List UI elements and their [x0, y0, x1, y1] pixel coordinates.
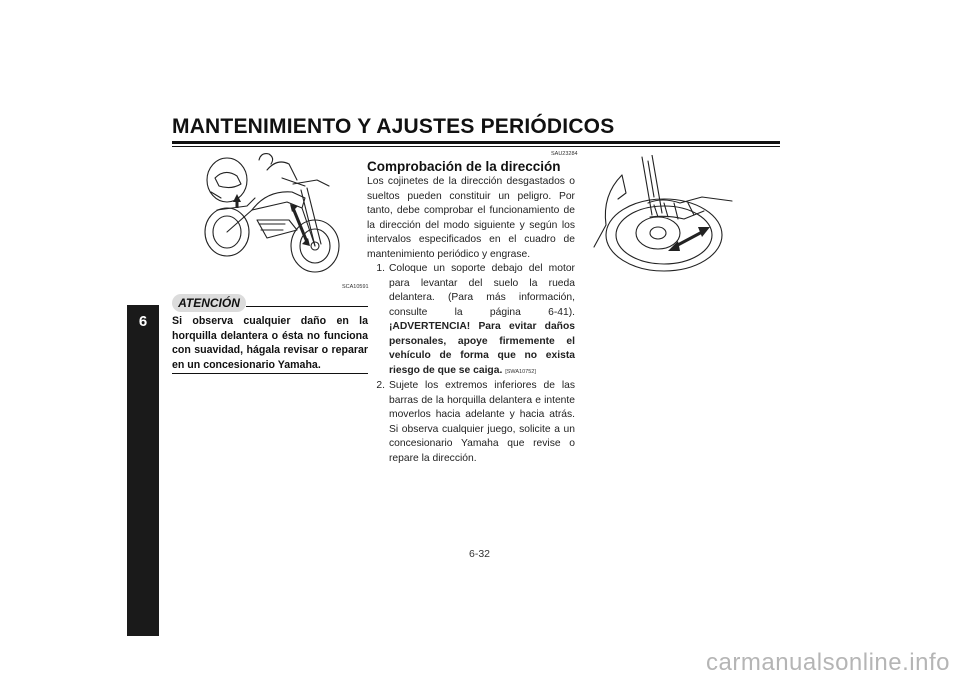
front-fork-wheel-illustration-icon — [592, 155, 742, 275]
watermark: carmanualsonline.info — [706, 649, 950, 676]
figure-motorcycle — [197, 150, 369, 280]
header-rule-thick — [172, 141, 780, 144]
section-intro: Los cojinetes de la dirección desgastados o sueltos pueden constituir un peligro. Por tanto, debe comprobar el funcionamiento de la dirección del modo siguiente y según los intervalos especificados en el cuadro de mantenimiento periódico y engrase. — [367, 176, 575, 260]
step-text: Coloque un soporte debajo del motor para levantar del suelo la rueda delantera. (Para más información, consulte la página 6-41). — [389, 263, 575, 318]
warning-text: ¡ADVERTENCIA! Para evitar daños personales, apoye firmemente el vehículo de forma que no exista riesgo de que se caiga. — [389, 321, 575, 376]
list-number: 2. — [376, 380, 385, 391]
header-rule-thin — [172, 146, 780, 147]
list-text: Sujete los extremos inferiores de las barras de la horquilla delantera e intente moverlos hacia adelante y hacia atrás. Si observa cualquier juego, solicite a un concesionario Yamaha que revise o repare la dirección. — [389, 380, 575, 464]
atencion-end-rule — [172, 373, 368, 374]
list-number: 1. — [376, 263, 385, 274]
chapter-tab: 6 — [127, 305, 159, 636]
section-title: Comprobación de la dirección — [367, 159, 561, 174]
figure-code: SCA10591 — [342, 284, 369, 290]
section-body — [367, 175, 575, 466]
atencion-text: Si observa cualquier daño en la horquilla delantera o ésta no funciona con suavidad, hágala revisar o reparar en un concesionario Yamaha. — [172, 315, 368, 371]
list-item — [367, 262, 575, 379]
page-title: MANTENIMIENTO Y AJUSTES PERIÓDICOS — [172, 115, 615, 138]
atencion-rule — [246, 306, 368, 307]
section-code: SAU23284 — [551, 151, 578, 157]
atencion-badge: ATENCIÓN — [172, 294, 246, 312]
list-item — [367, 379, 575, 466]
page-number: 6-32 — [469, 548, 491, 560]
warning-code: [SWA10752] — [505, 368, 536, 375]
motorcycle-handlebar-illustration-icon — [197, 150, 369, 280]
figure-fork-wheel — [592, 155, 742, 275]
list-text — [389, 262, 575, 379]
